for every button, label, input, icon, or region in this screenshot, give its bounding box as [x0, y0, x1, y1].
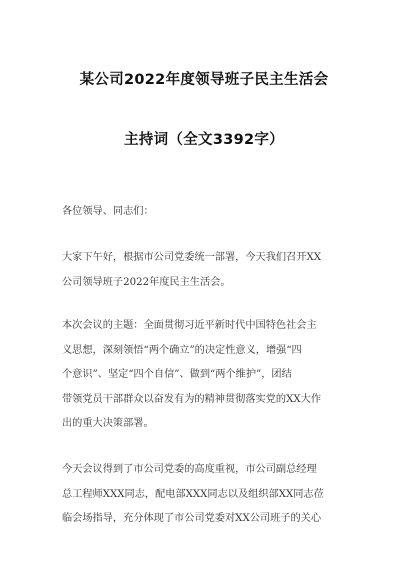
paragraph-line: 今天会议得到了市公司党委的高度重视，市公司副总经理 [62, 464, 317, 475]
document-title-line2: 主持词（全文3392字） [124, 132, 284, 148]
salutation-paragraph [62, 200, 352, 225]
attendance-paragraph [62, 458, 352, 532]
paragraph-line: 带领党员干部群众以奋发有为的精神贯彻落实党的XX大作 [62, 393, 322, 405]
paragraph-line: 本次会议的主题：全面贯彻习近平新时代中国特色社会主 [62, 320, 317, 331]
paragraph-line: 公司领导班子2022年度民主生活会。 [62, 276, 231, 288]
paragraph-line: 各位领导、同志们： [62, 206, 154, 217]
paragraph-line: 出的重大决策部署。 [62, 418, 154, 429]
opening-paragraph [62, 246, 352, 295]
paragraph-line: 大家下午好，根据市公司党委统一部署，今天我们召开XX [62, 252, 322, 263]
document-title-line1: 某公司2022年度领导班子民主生活会 [79, 72, 329, 88]
paragraph-line: 临会场指导，充分体现了市公司党委对XX公司班子的关心 [62, 513, 322, 524]
paragraph-line: 总工程师XXX同志，配电部XXX同志以及组织部XX同志莅 [62, 488, 324, 500]
paragraph-line: 个意识”、坚定“四个自信”、做到“两个维护”，团结 [62, 369, 292, 380]
theme-paragraph [62, 314, 352, 437]
paragraph-line: 义思想，深刻领悟“两个确立”的决定性意义，增强“四 [62, 344, 302, 356]
